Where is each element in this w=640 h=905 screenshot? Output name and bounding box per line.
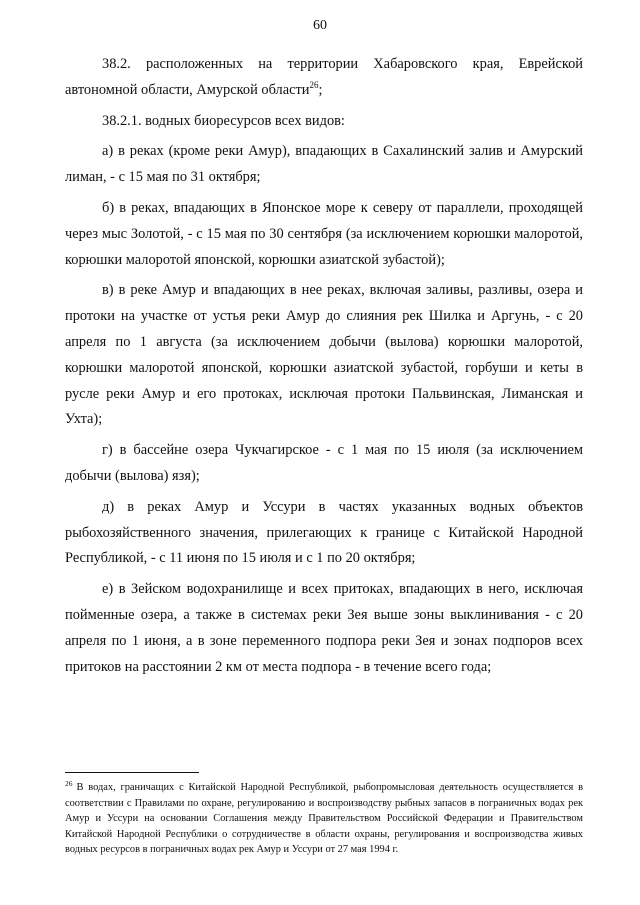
- footnote-marker: 26: [65, 778, 73, 788]
- paragraph-text: 38.2. расположенных на территории Хабаровского края, Еврейской автономной области, Амурской области: [65, 56, 583, 98]
- paragraph-38-2: [65, 52, 583, 104]
- paragraph-item-d: д) в реках Амур и Уссури в частях указанных водных объектов рыбохозяйственного значения, прилегающих к границе с Китайской Народной Республикой, - с 11 июня по 15 июля и с 1 по 20 октября;: [65, 498, 583, 567]
- paragraph-item-a: а) в реках (кроме реки Амур), впадающих в Сахалинский залив и Амурский лиман, - с 15 мая по 31 октября;: [65, 143, 583, 186]
- footnote: [65, 780, 583, 858]
- page-number: 60: [313, 18, 327, 33]
- paragraph-tail: ;: [318, 81, 323, 98]
- paragraph-38-2-1: 38.2.1. водных биоресурсов всех видов:: [102, 112, 345, 129]
- paragraph-item-b: б) в реках, впадающих в Японское море к северу от параллели, проходящей через мыс Золотой, - с 15 мая по 30 сентября (за исключением корюшки малоротой, корюшки малоротой японской, корюшки азиатской зубастой);: [65, 199, 583, 268]
- footnote-divider: [65, 772, 199, 773]
- footnote-text: В водах, граничащих с Китайской Народной Республикой, рыбопромысловая деятельность осуществляется в соответствии с Правилами по охране, регулированию и воспроизводству рыбных запасов в пограничных водах рек Амур и Уссури на основании Соглашения между Правительством Российской Федерации и Правительством Китайской Народной Республики о сотрудничестве в области охраны, регулирования и воспроизводства живых водных ресурсов в пограничных водах рек Амур и Уссури от 27 мая 1994 г.: [65, 782, 583, 856]
- document-body: [65, 52, 583, 685]
- paragraph-item-v: в) в реке Амур и впадающих в нее реках, включая заливы, разливы, озера и протоки на участке от устья реки Амур до слияния рек Шилка и Аргунь, - с 20 апреля по 1 августа (за исключением добычи (вылова) корюшки малоротой, корюшки малоротой японской, корюшки азиатской зубастой, горбуши и кеты в русле реки Амур и его протоках, исключая протоки Пальвинская, Лиманская и Ухта);: [65, 282, 583, 428]
- footnote-reference[interactable]: 26: [309, 80, 319, 90]
- paragraph-item-g: г) в бассейне озера Чукчагирское - с 1 мая по 15 июля (за исключением добычи (вылова) язя);: [65, 442, 583, 484]
- paragraph-item-e: е) в Зейском водохранилище и всех притоках, впадающих в него, исключая пойменные озера, а также в системах реки Зея выше зоны выклинивания - с 20 апреля по 1 июня, а в зоне переменного подпора реки Зея и зонах подпоров всех притоков на расстоянии 2 км от места подпора - в течение всего года;: [65, 581, 583, 675]
